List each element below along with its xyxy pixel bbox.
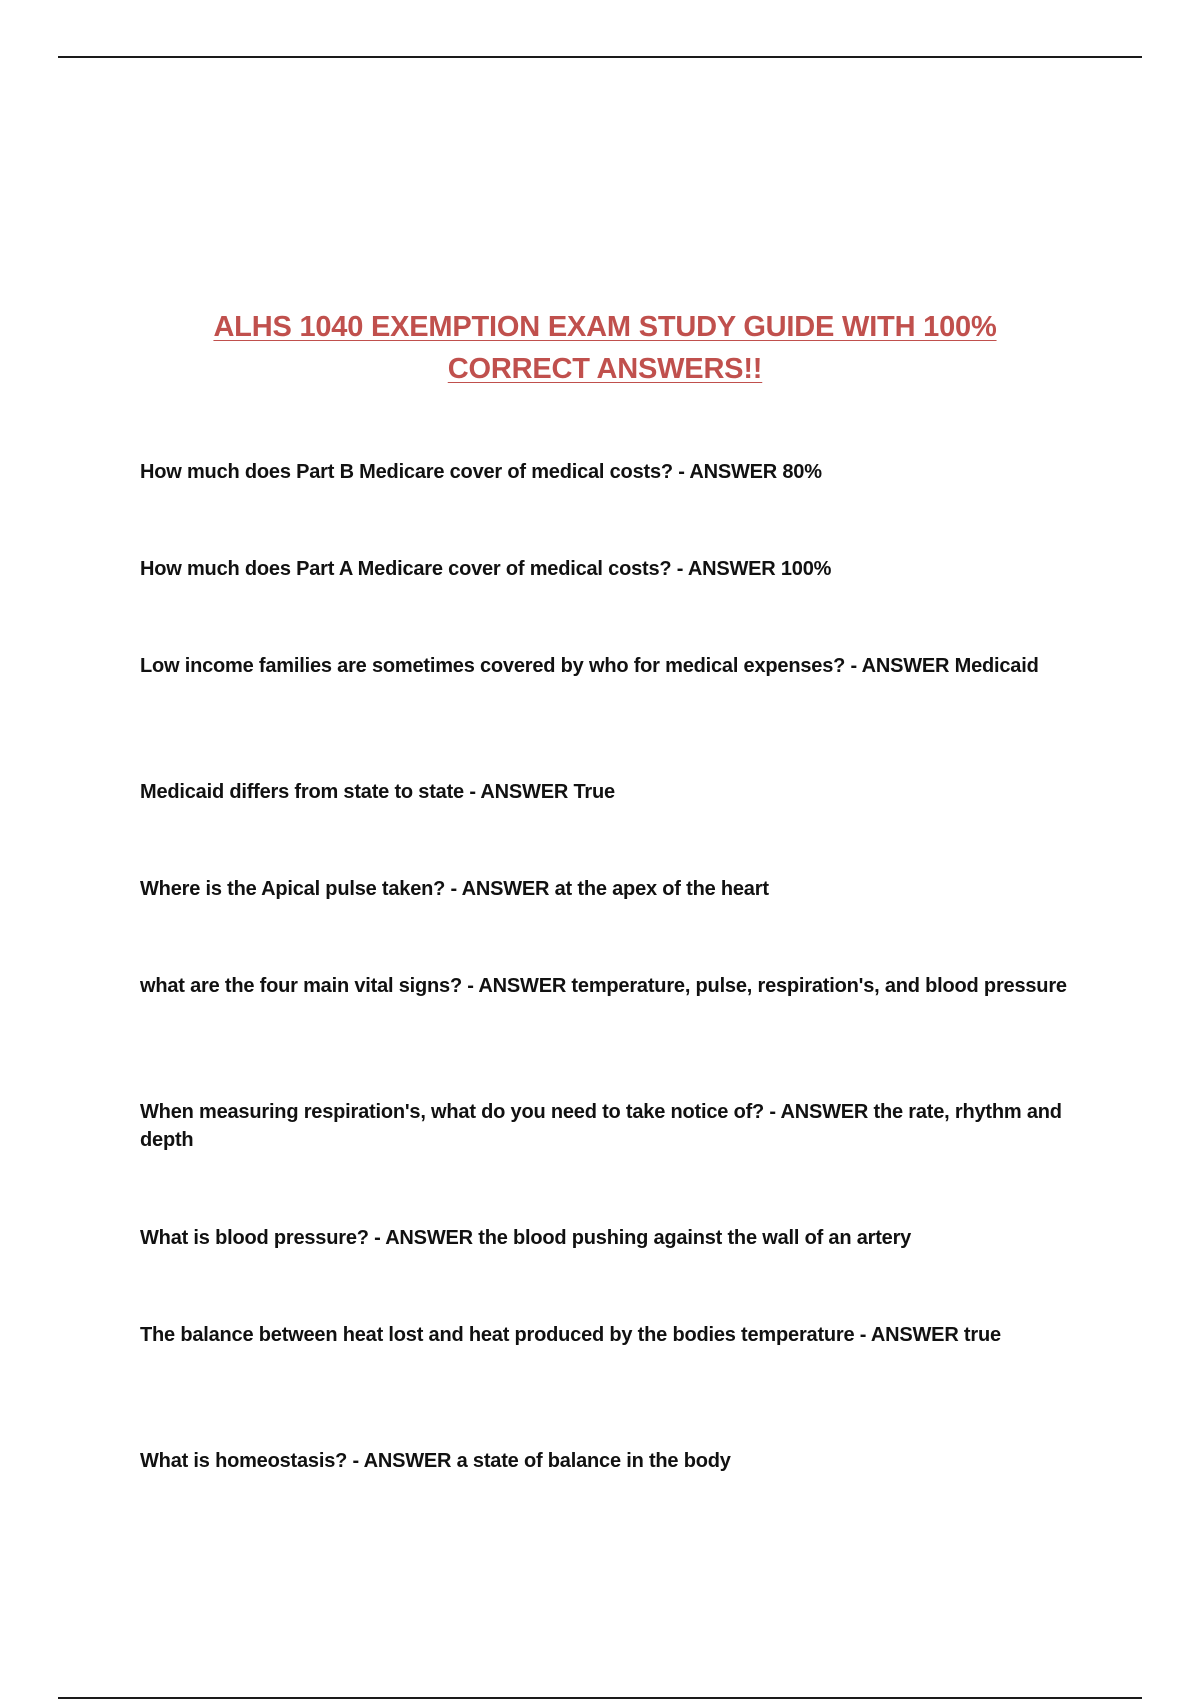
qa-item: How much does Part B Medicare cover of medical costs? - ANSWER 80% xyxy=(140,461,822,483)
top-rule xyxy=(58,56,1142,58)
document-title: ALHS 1040 EXEMPTION EXAM STUDY GUIDE WITH 100% CORRECT ANSWERS!! xyxy=(213,311,997,385)
qa-item: The balance between heat lost and heat produced by the bodies temperature - ANSWER true xyxy=(140,1324,1001,1346)
qa-item: What is blood pressure? - ANSWER the blood pushing against the wall of an artery xyxy=(140,1227,912,1249)
qa-item: How much does Part A Medicare cover of medical costs? - ANSWER 100% xyxy=(140,558,832,580)
qa-item: Medicaid differs from state to state - ANSWER True xyxy=(140,781,615,803)
qa-item: Low income families are sometimes covered by who for medical expenses? - ANSWER Medicaid xyxy=(140,655,1039,677)
qa-item: When measuring respiration's, what do you need to take notice of? - ANSWER the rate, rhythm and depth xyxy=(140,1101,1062,1151)
qa-item: What is homeostasis? - ANSWER a state of balance in the body xyxy=(140,1450,731,1472)
qa-item: Where is the Apical pulse taken? - ANSWER at the apex of the heart xyxy=(140,878,769,900)
bottom-rule xyxy=(58,1697,1142,1699)
qa-item: what are the four main vital signs? - ANSWER temperature, pulse, respiration's, and blood pressure xyxy=(140,975,1067,997)
